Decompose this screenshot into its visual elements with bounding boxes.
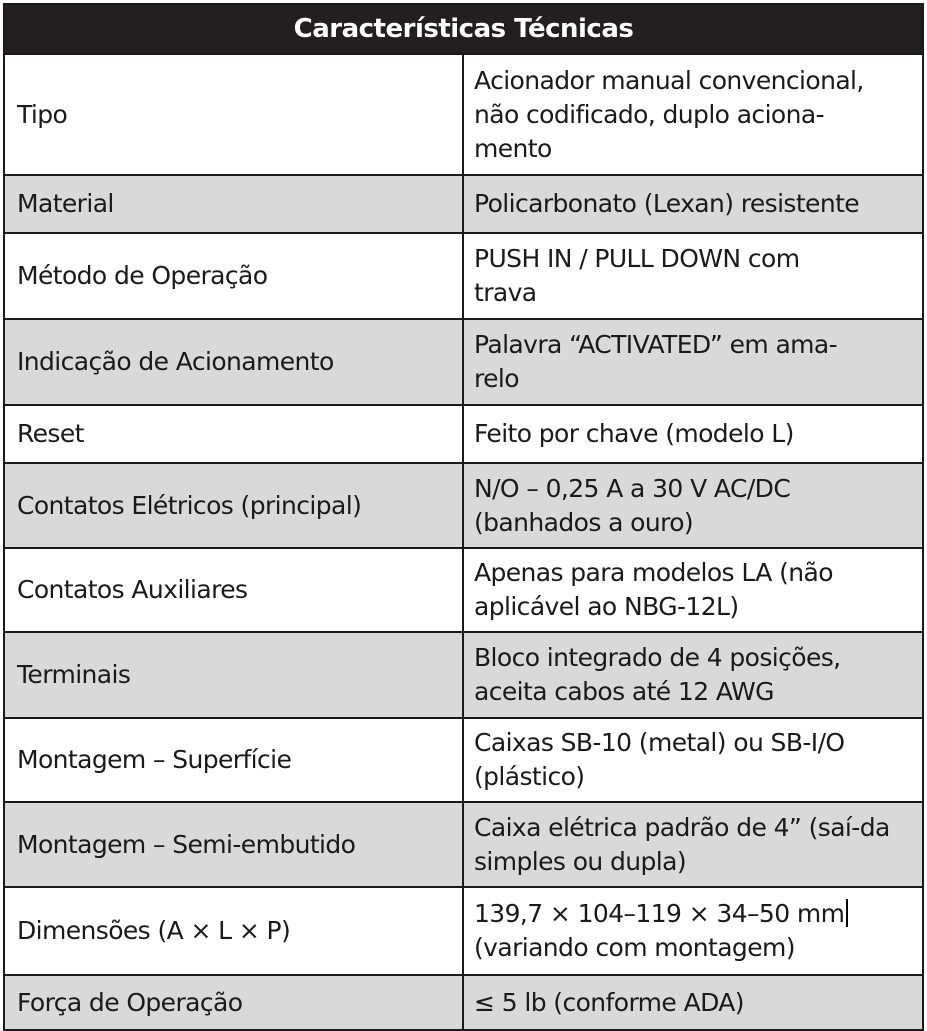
table-row [5,319,922,405]
row-value-line [474,897,912,931]
row-value [463,548,922,632]
table-row [5,55,922,175]
row-value [463,632,922,718]
row-value-text: PUSH IN / PULL DOWN com trava [474,244,800,307]
row-label: Material [5,175,463,233]
row-value-text: Caixa elétrica padrão de 4” (saí-da simples ou dupla) [474,812,890,876]
table-row [5,718,922,802]
table-row [5,975,922,1029]
row-label: Montagem – Superfície [5,718,463,802]
table-title: Características Técnicas [5,5,922,55]
row-label: Dimensões (A × L × P) [5,887,463,975]
row-value-line: (variando com montagem) [474,933,795,962]
row-label: Montagem – Semi-embutido [5,802,463,887]
row-value: ≤ 5 lb (conforme ADA) [463,975,922,1029]
table-row [5,548,922,632]
table-row [5,802,922,887]
row-value [463,233,922,319]
row-value: Feito por chave (modelo L) [463,405,922,463]
table-row [5,632,922,718]
table-row [5,463,922,548]
row-value [463,463,922,548]
row-label: Reset [5,405,463,463]
row-label: Contatos Elétricos (principal) [5,463,463,548]
row-value-text: N/O – 0,25 A a 30 V AC/DC (banhados a ouro) [474,473,791,537]
row-label: Força de Operação [5,975,463,1029]
row-value [463,887,922,975]
table-row [5,887,922,975]
table-row [5,175,922,233]
row-value [463,319,922,405]
row-label: Contatos Auxiliares [5,548,463,632]
table-row [5,405,922,463]
table-row [5,233,922,319]
row-value-text: Apenas para modelos LA (não aplicável ao NBG-12L) [474,558,833,621]
row-label: Indicação de Acionamento [5,319,463,405]
spec-table [5,55,922,1029]
row-value [463,55,922,175]
row-value-text: Bloco integrado de 4 posições, aceita cabos até 12 AWG [474,643,841,706]
row-label: Método de Operação [5,233,463,319]
row-label: Tipo [5,55,463,175]
row-value [463,718,922,802]
row-value [463,802,922,887]
row-label: Terminais [5,632,463,718]
row-value-text: Palavra “ACTIVATED” em ama-relo [474,330,838,393]
row-value-text: 139,7 × 104–119 × 34–50 mm [474,899,845,928]
text-cursor [846,899,848,927]
spec-sheet [3,3,924,1031]
row-value: Policarbonato (Lexan) resistente [463,175,922,233]
row-value-text: Acionador manual convencional, não codificado, duplo aciona-mento [474,65,864,163]
row-value-text: Caixas SB-10 (metal) ou SB-I/O (plástico) [474,728,845,791]
